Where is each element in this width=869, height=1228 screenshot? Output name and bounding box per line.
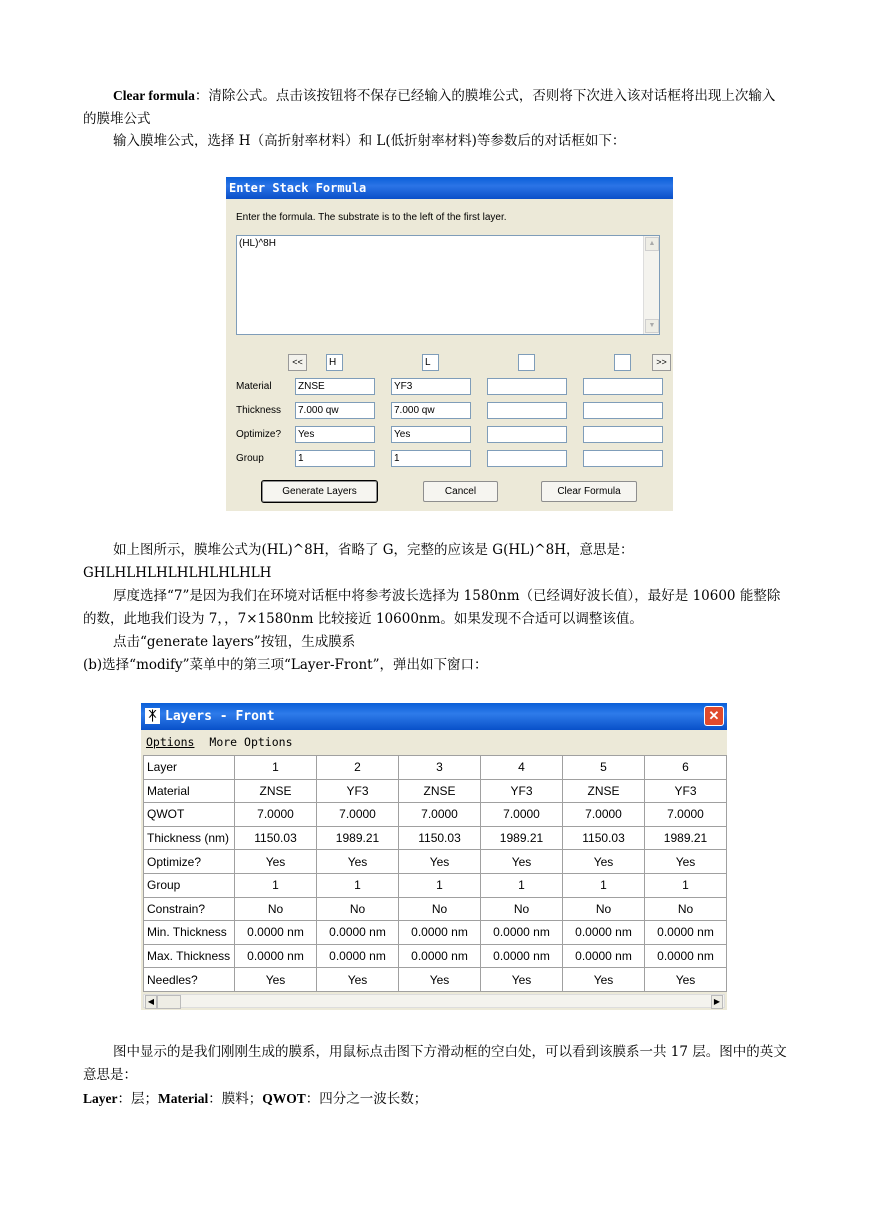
table-cell[interactable]: 1	[235, 756, 317, 780]
term-layer-desc: ：层；	[117, 1091, 158, 1107]
label-optimize: Optimize?	[236, 429, 282, 440]
material-field-1[interactable]: ZNSE	[295, 378, 375, 395]
table-cell[interactable]: ZNSE	[563, 779, 645, 803]
table-cell[interactable]: Yes	[399, 850, 481, 874]
table-cell[interactable]: 0.0000 nm	[235, 921, 317, 945]
formula-scrollbar[interactable]	[643, 236, 659, 334]
table-cell[interactable]: 1989.21	[317, 826, 399, 850]
scroll-right-icon[interactable]: ▶	[711, 995, 723, 1009]
row-header: Layer	[144, 756, 235, 780]
table-cell[interactable]: 1150.03	[399, 826, 481, 850]
table-cell[interactable]: 0.0000 nm	[317, 921, 399, 945]
table-cell[interactable]: ZNSE	[399, 779, 481, 803]
window-title: Layers - Front	[165, 709, 275, 724]
group-field-2[interactable]: 1	[391, 450, 471, 467]
optimize-field-3[interactable]	[487, 426, 567, 443]
layers-table	[143, 755, 727, 992]
table-row	[144, 756, 727, 780]
table-cell[interactable]: 4	[481, 756, 563, 780]
optimize-field-4[interactable]	[583, 426, 663, 443]
table-cell[interactable]: No	[399, 897, 481, 921]
window-titlebar	[141, 703, 727, 730]
table-row	[144, 968, 727, 992]
label-thickness: Thickness	[236, 405, 282, 416]
thickness-field-1[interactable]: 7.000 qw	[295, 402, 375, 419]
table-cell[interactable]: 0.0000 nm	[645, 944, 727, 968]
symbol-field-2[interactable]: L	[422, 354, 439, 371]
row-header: Needles?	[144, 968, 235, 992]
group-field-3[interactable]	[487, 450, 567, 467]
app-icon: ᛡ	[145, 708, 160, 724]
table-cell[interactable]: 7.0000	[399, 803, 481, 827]
paragraph-generate: 点击“generate layers”按钮，生成膜系	[113, 634, 356, 650]
table-cell[interactable]: 0.0000 nm	[399, 944, 481, 968]
row-header: QWOT	[144, 803, 235, 827]
scroll-left-icon[interactable]: ◀	[145, 995, 157, 1009]
layers-front-window	[141, 703, 727, 1010]
material-field-2[interactable]: YF3	[391, 378, 471, 395]
table-cell[interactable]: Yes	[317, 850, 399, 874]
table-cell[interactable]: 1	[317, 873, 399, 897]
row-header: Group	[144, 873, 235, 897]
scroll-thumb[interactable]	[157, 995, 181, 1009]
table-cell[interactable]: Yes	[645, 850, 727, 874]
clear-formula-desc: ：清除公式。点击该按钮将不保存已经输入的膜堆公式，否则将下次进入该对话框将出现上次输入的膜堆公式	[83, 88, 776, 127]
symbol-field-4[interactable]	[614, 354, 631, 371]
table-cell[interactable]: 0.0000 nm	[235, 944, 317, 968]
paragraph-terms	[83, 1087, 788, 1111]
table-cell[interactable]: 1150.03	[563, 826, 645, 850]
row-header: Optimize?	[144, 850, 235, 874]
table-cell[interactable]: Yes	[645, 968, 727, 992]
table-cell[interactable]: 7.0000	[563, 803, 645, 827]
table-cell[interactable]: 1989.21	[645, 826, 727, 850]
table-row	[144, 921, 727, 945]
thickness-field-3[interactable]	[487, 402, 567, 419]
term-clear-formula: Clear formula	[113, 88, 195, 103]
table-cell[interactable]: 0.0000 nm	[645, 921, 727, 945]
table-cell[interactable]: No	[645, 897, 727, 921]
menu-options[interactable]: Options	[146, 735, 195, 749]
paragraph-intro-dialog: 输入膜堆公式，选择 H（高折射率材料）和 L(低折射率材料)等参数后的对话框如下：	[113, 133, 626, 149]
table-row	[144, 779, 727, 803]
formula-textarea[interactable]	[236, 235, 660, 335]
table-cell[interactable]: 0.0000 nm	[399, 921, 481, 945]
generate-layers-button[interactable]: Generate Layers	[262, 481, 377, 502]
table-cell[interactable]: 3	[399, 756, 481, 780]
paragraph-layer-count: 图中显示的是我们刚刚生成的膜系，用鼠标点击图下方滑动框的空白处，可以看到该膜系一共 17 层。图中的英文意思是：	[83, 1044, 787, 1083]
scroll-up-icon[interactable]: ▲	[645, 237, 659, 251]
paragraph-formula-explain: 如上图所示，膜堆公式为(HL)^8H，省略了 G，完整的应该是 G(HL)^8H，意思是：GHLHLHLHLHLHLHLHLH	[83, 542, 634, 581]
table-cell[interactable]: No	[563, 897, 645, 921]
group-field-4[interactable]	[583, 450, 663, 467]
table-cell[interactable]: 1989.21	[481, 826, 563, 850]
table-cell[interactable]: 5	[563, 756, 645, 780]
table-cell[interactable]: No	[235, 897, 317, 921]
table-row	[144, 803, 727, 827]
table-cell[interactable]: No	[481, 897, 563, 921]
row-header: Material	[144, 779, 235, 803]
table-row	[144, 944, 727, 968]
table-cell[interactable]: Yes	[235, 968, 317, 992]
paragraph-clear-formula	[83, 84, 788, 131]
table-cell[interactable]: 1	[481, 873, 563, 897]
term-material: Material	[158, 1091, 209, 1106]
symbol-field-1[interactable]: H	[326, 354, 343, 371]
label-material: Material	[236, 381, 272, 392]
table-cell[interactable]: Yes	[235, 850, 317, 874]
stack-formula-dialog	[226, 177, 673, 511]
label-group: Group	[236, 453, 264, 464]
table-cell[interactable]: 1	[645, 873, 727, 897]
table-row	[144, 897, 727, 921]
dialog-title: Enter Stack Formula	[226, 177, 673, 199]
table-cell[interactable]: 1	[563, 873, 645, 897]
table-cell[interactable]: Yes	[481, 968, 563, 992]
table-cell[interactable]: Yes	[399, 968, 481, 992]
table-cell[interactable]: 1	[399, 873, 481, 897]
table-cell[interactable]: 0.0000 nm	[563, 944, 645, 968]
table-cell[interactable]: 0.0000 nm	[481, 921, 563, 945]
row-header: Thickness (nm)	[144, 826, 235, 850]
table-cell[interactable]: 1	[235, 873, 317, 897]
table-cell[interactable]: 7.0000	[645, 803, 727, 827]
formula-text: (HL)^8H	[239, 238, 276, 249]
clear-formula-button[interactable]: Clear Formula	[541, 481, 637, 502]
close-icon[interactable]: ✕	[704, 706, 724, 726]
term-layer: Layer	[83, 1091, 118, 1106]
thickness-field-2[interactable]: 7.000 qw	[391, 402, 471, 419]
table-cell[interactable]: No	[317, 897, 399, 921]
symbol-field-3[interactable]	[518, 354, 535, 371]
cancel-button[interactable]: Cancel	[423, 481, 498, 502]
scroll-down-icon[interactable]: ▼	[645, 319, 659, 333]
table-row	[144, 826, 727, 850]
table-cell[interactable]: YF3	[317, 779, 399, 803]
table-cell[interactable]: YF3	[645, 779, 727, 803]
term-material-desc: ：膜料；	[208, 1091, 263, 1107]
table-cell[interactable]: Yes	[563, 968, 645, 992]
table-cell[interactable]: 2	[317, 756, 399, 780]
table-cell[interactable]: Yes	[563, 850, 645, 874]
menu-more-options[interactable]: More Options	[209, 735, 293, 749]
table-cell[interactable]: Yes	[317, 968, 399, 992]
material-field-4[interactable]	[583, 378, 663, 395]
table-cell[interactable]: 7.0000	[235, 803, 317, 827]
table-cell[interactable]: 0.0000 nm	[563, 921, 645, 945]
optimize-field-1[interactable]: Yes	[295, 426, 375, 443]
term-qwot-desc: ：四分之一波长数；	[305, 1091, 428, 1107]
table-cell[interactable]: Yes	[481, 850, 563, 874]
table-cell[interactable]: 6	[645, 756, 727, 780]
table-cell[interactable]: 0.0000 nm	[317, 944, 399, 968]
material-field-3[interactable]	[487, 378, 567, 395]
table-cell[interactable]: 0.0000 nm	[481, 944, 563, 968]
table-cell[interactable]: ZNSE	[235, 779, 317, 803]
optimize-field-2[interactable]: Yes	[391, 426, 471, 443]
dialog-instruction: Enter the formula. The substrate is to the left of the first layer.	[236, 212, 507, 223]
row-header: Constrain?	[144, 897, 235, 921]
row-header: Min. Thickness	[144, 921, 235, 945]
table-cell[interactable]: YF3	[481, 779, 563, 803]
table-row	[144, 850, 727, 874]
table-cell[interactable]: 7.0000	[317, 803, 399, 827]
menu-bar	[141, 730, 727, 754]
thickness-field-4[interactable]	[583, 402, 663, 419]
paragraph-modify-menu: (b)选择“modify”菜单中的第三项“Layer-Front”，弹出如下窗口：	[83, 657, 488, 673]
horizontal-scrollbar[interactable]	[143, 994, 725, 1008]
table-row	[144, 873, 727, 897]
group-field-1[interactable]: 1	[295, 450, 375, 467]
table-cell[interactable]: 7.0000	[481, 803, 563, 827]
prev-columns-button[interactable]: <<	[288, 354, 307, 371]
term-qwot: QWOT	[262, 1091, 306, 1106]
row-header: Max. Thickness	[144, 944, 235, 968]
table-cell[interactable]: 1150.03	[235, 826, 317, 850]
paragraph-thickness-explain: 厚度选择“7”是因为我们在环境对话框中将参考波长选择为 1580nm（已经调好波长值），最好是 10600 能整除的数，此地我们设为 7，，7×1580nm 比较接近 10600nm。如果发现不合适可以调整该值。	[83, 588, 781, 627]
next-columns-button[interactable]: >>	[652, 354, 671, 371]
